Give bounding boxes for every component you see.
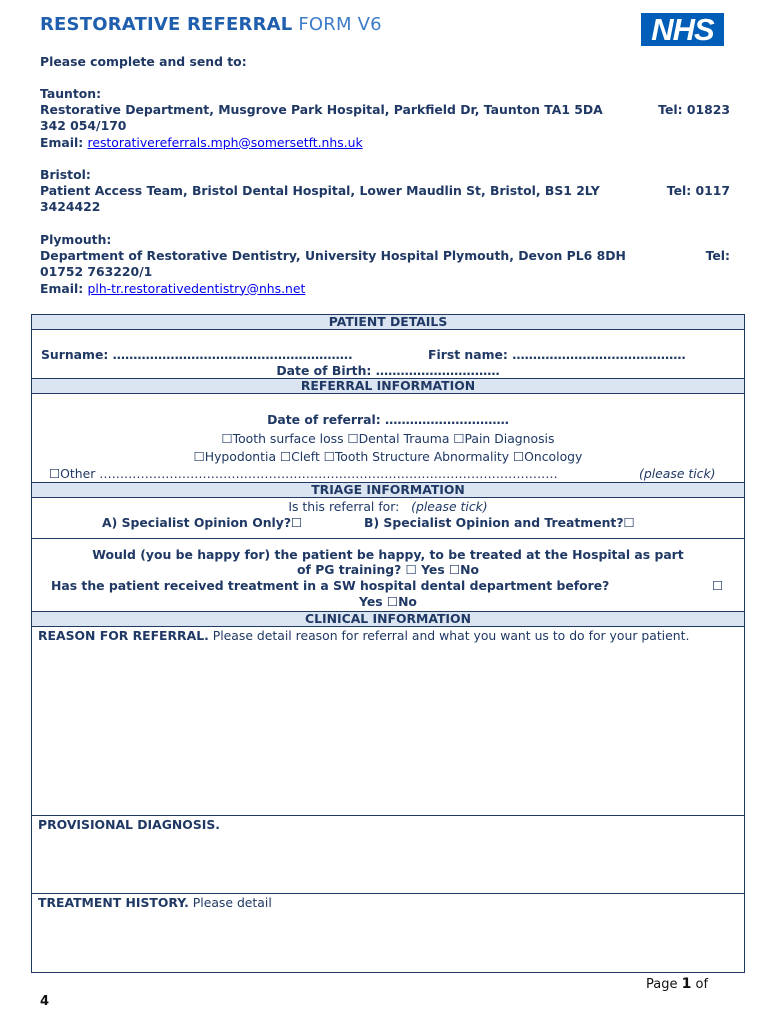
reason-label-text: Please detail reason for referral and what you want us to do for your patient. (208, 628, 690, 643)
page-total: 4 (40, 994, 50, 1009)
dob-field[interactable]: Date of Birth: ………………………… (276, 363, 500, 378)
taunton-email-label: Email: (40, 134, 84, 150)
reason-label-bold: REASON FOR REFERRAL. (38, 628, 209, 643)
sw-hospital-options[interactable]: Yes ☐No (359, 594, 417, 609)
provisional-diagnosis-label (38, 817, 738, 833)
taunton-label: Taunton: (40, 86, 102, 101)
plymouth-tel: Tel: (705, 248, 730, 264)
bristol-label: Bristol: (40, 167, 91, 182)
referral-date-field[interactable]: Date of referral: ………………………… (267, 412, 509, 427)
bristol-tel: Tel: 0117 (666, 183, 730, 199)
page-of: of (691, 977, 709, 992)
taunton-tel: Tel: 01823 (658, 102, 730, 118)
page-indicator (646, 976, 708, 992)
taunton-block (40, 86, 730, 151)
triage-info-header: TRIAGE INFORMATION (31, 482, 745, 498)
treatment-history-label (38, 895, 738, 911)
referral-info-header: REFERRAL INFORMATION (31, 378, 745, 394)
intro-text: Please complete and send to: (40, 54, 247, 69)
pg-training-question: Would (you be happy for) the patient be happy, to be treated at the Hospital as part (92, 547, 684, 562)
history-label-text: Please detail (188, 895, 272, 910)
clinical-info-header: CLINICAL INFORMATION (31, 611, 745, 627)
plymouth-email-label: Email: (40, 280, 84, 296)
referral-options-row-1[interactable]: ☐Tooth surface loss ☐Dental Trauma ☐Pain Diagnosis (221, 431, 555, 446)
page-number: 1 (681, 976, 692, 992)
reason-for-referral-label (38, 628, 738, 644)
triage-question (31, 499, 745, 514)
triage-tick-hint: (please tick) (411, 499, 488, 514)
diagnosis-label-bold: PROVISIONAL DIAGNOSIS. (38, 817, 220, 832)
treatment-history-box[interactable] (31, 893, 745, 973)
triage-option-b[interactable]: B) Specialist Opinion and Treatment?☐ (364, 515, 635, 530)
nhs-logo: NHS (641, 13, 724, 46)
history-label-bold: TREATMENT HISTORY. (38, 895, 189, 910)
form-title (40, 14, 382, 35)
referral-other-field[interactable]: ☐Other ………………………………………………………………………………………………… (49, 466, 558, 481)
taunton-tel-cont: 342 054/170 (40, 118, 127, 134)
pg-training-options[interactable]: of PG training? ☐ Yes ☐No (296, 562, 480, 577)
form-title-version: FORM V6 (292, 14, 382, 35)
plymouth-address: Department of Restorative Dentistry, University Hospital Plymouth, Devon PL6 8DH (40, 248, 626, 264)
form-title-bold: RESTORATIVE REFERRAL (40, 14, 293, 35)
triage-question-text: Is this referral for: (288, 499, 400, 514)
bristol-block (40, 167, 730, 216)
sw-hospital-checkbox[interactable]: ☐ (712, 578, 724, 593)
first-name-field[interactable]: First name: …………………………………… (428, 347, 686, 362)
triage-option-a[interactable]: A) Specialist Opinion Only?☐ (102, 515, 303, 530)
page-prefix: Page (646, 977, 682, 992)
bristol-address: Patient Access Team, Bristol Dental Hospital, Lower Maudlin St, Bristol, BS1 2LY (40, 183, 600, 199)
plymouth-email-link[interactable]: plh-tr.restorativedentistry@nhs.net (87, 280, 306, 296)
plymouth-block (40, 232, 730, 297)
provisional-diagnosis-box[interactable] (31, 815, 745, 894)
sw-hospital-question: Has the patient received treatment in a SW hospital dental department before? (51, 578, 610, 593)
taunton-email-link[interactable]: restorativereferrals.mph@somersetft.nhs.uk (87, 134, 363, 150)
bristol-tel-cont: 3424422 (40, 199, 101, 215)
referral-tick-hint: (please tick) (639, 466, 716, 481)
plymouth-tel-cont: 01752 763220/1 (40, 264, 153, 280)
plymouth-label: Plymouth: (40, 232, 112, 247)
surname-field[interactable]: Surname: …………………………………………………. (41, 347, 353, 362)
triage-divider (31, 538, 745, 539)
referral-options-row-2[interactable]: ☐Hypodontia ☐Cleft ☐Tooth Structure Abnormality ☐Oncology (193, 449, 583, 464)
taunton-address: Restorative Department, Musgrove Park Hospital, Parkfield Dr, Taunton TA1 5DA (40, 102, 603, 118)
reason-for-referral-box[interactable] (31, 626, 745, 816)
patient-details-header: PATIENT DETAILS (31, 314, 745, 330)
